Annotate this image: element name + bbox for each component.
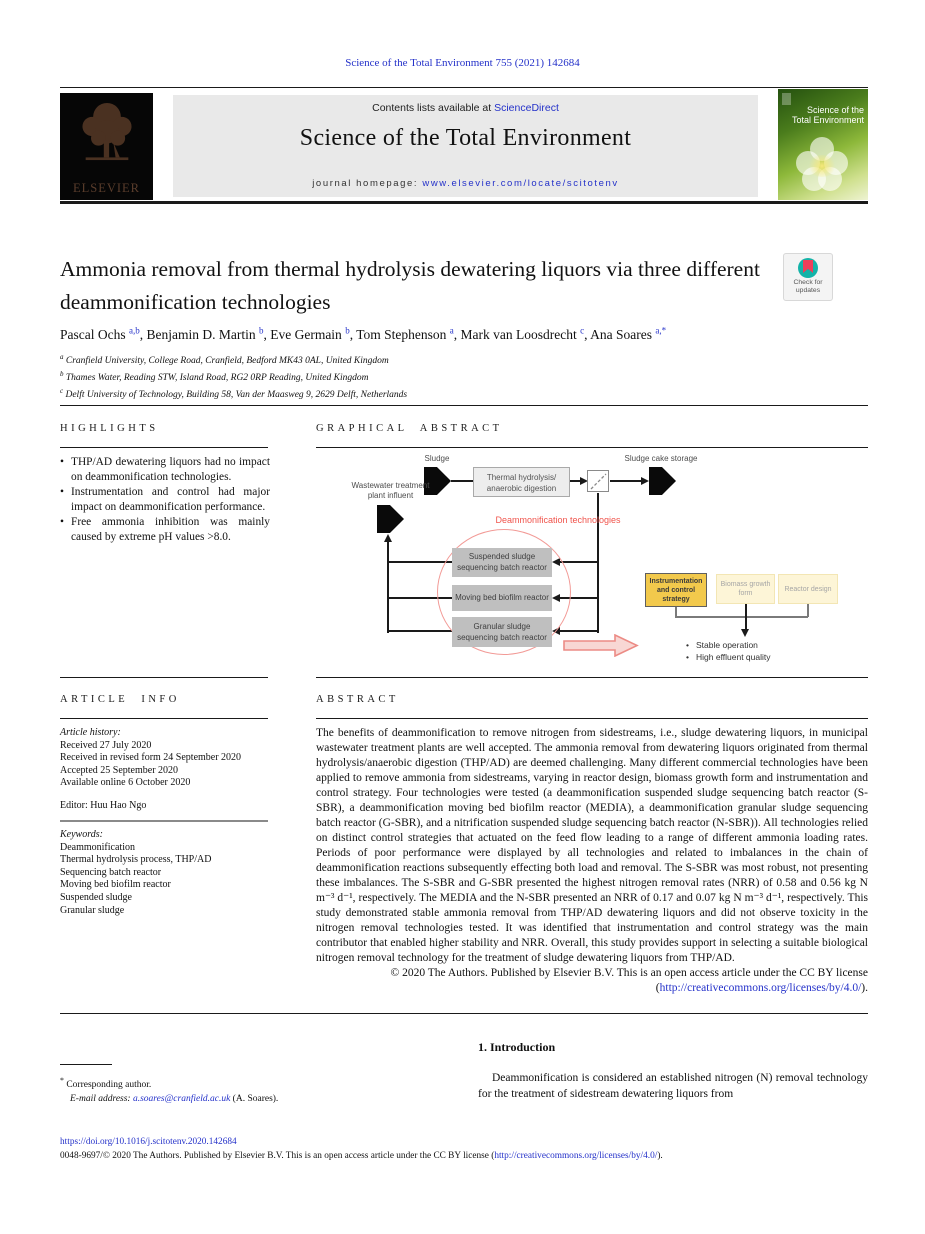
factor-connector xyxy=(675,616,808,618)
abstract-copyright: © 2020 The Authors. Published by Elsevier B.V. This is an open access article under the CC BY license (http://creativecommons.org/licenses/by/4.0/). xyxy=(390,967,868,994)
biomass-growth-box: Biomass growth form xyxy=(716,574,775,604)
splitter-box xyxy=(587,470,609,492)
journal-cover-thumbnail[interactable] xyxy=(778,89,868,200)
flow-line xyxy=(451,480,473,482)
keyword: Sequencing batch reactor xyxy=(60,866,162,878)
article-history xyxy=(60,727,270,790)
instrumentation-control-box: Instrumentation and control strategy xyxy=(645,573,707,607)
keyword: Moving bed biofilm reactor xyxy=(60,879,171,891)
deammonification-technologies-label: Deammonification technologies xyxy=(495,515,621,525)
cover-publisher-chip xyxy=(782,93,791,105)
arrowhead xyxy=(741,629,749,637)
author: Mark van Loosdrecht $^c$, xyxy=(460,325,591,342)
feed-line xyxy=(559,561,598,563)
sludge-label: Sludge xyxy=(424,454,450,463)
return-line xyxy=(388,630,452,632)
outcome-item: • High effluent quality xyxy=(686,651,771,663)
divider xyxy=(60,87,868,88)
homepage-label: journal homepage: xyxy=(312,178,423,189)
check-for-updates-label: Check for updates xyxy=(793,279,823,294)
keyword: Granular sludge xyxy=(60,904,125,916)
abstract-heading: ABSTRACT xyxy=(316,694,399,705)
page-footer xyxy=(60,1135,868,1163)
cover-flower-center xyxy=(807,155,837,177)
divider xyxy=(60,820,268,822)
abstract-text: The benefits of deammonification to remove nitrogen from sidestreams, i.e., sludge dewatering liquors, in municipal wastewater treatment plants are well accepted. The ammonia removal from dewatering liquors originated from thermal hydrolysis/anaerobic digestion (THP/AD) are deemed challenging. Many different commercial technologies have been applied to remove ammonia from sidestreams, varying in reactor design, biomass growth form and instrumentation and control strategy. Four technologies were tested (a deammonification suspended sludge sequencing batch reactor (S-SBR), a deammonification moving bed biofilm reactor (MEDIA), a deammonification granular sludge sequencing batch reactor (G-SBR), and a nitrification suspended sludge sequencing batch reactor (N-SBR)). All technologies relied on distinct control strategies that actuated on the feed flow leading to a range of different ammonia loading rates. Periods of poor performance were displayed by all technologies and related to imbalances in the chain of deammonification reactions subsequently effecting both load and removal. The S-SBR was most robust, not presenting these imbalances. The S-SBR and G-SBR presented the highest nitrogen removal rates (NRR) of 0.58 and 0.56 kg N m⁻³ d⁻¹, respectively. The MEDIA and the N-SBR presented an NRR of 0.17 and 0.07 kg N m⁻³ d⁻¹, respectively. This study demonstrated stable ammonia removal from THP/AD dewatering liquors and did not observe toxicity in the nitrogen removal technologies tested. It was identified that instrumentation and control strategy was the main contributor that enabled higher stability and NRR. Overall, this study provides support in selecting a suitable biological nitrogen removal technology for the treatment of sludge dewatering liquors from THP/AD. xyxy=(316,727,868,964)
author-affil-sup[interactable]: c xyxy=(580,325,585,335)
homepage-line xyxy=(173,178,758,189)
footnote-divider xyxy=(60,1064,112,1065)
introduction-heading: 1. Introduction xyxy=(478,1040,556,1054)
return-line xyxy=(387,541,389,633)
highlights-list xyxy=(60,455,270,545)
author: Eve Germain $^b$, xyxy=(270,325,357,342)
email-link[interactable]: a.soares@cranfield.ac.uk xyxy=(132,1094,231,1105)
author-name: Mark van Loosdrecht xyxy=(460,326,577,342)
affiliation: $^b$ Thames Water, Reading STW, Island Road, RG2 0RP Reading, United Kingdom xyxy=(60,370,369,384)
outcome-item: • Stable operation xyxy=(686,639,771,651)
author: Tom Stephenson $^a$, xyxy=(356,325,461,342)
contents-text: Contents lists available at xyxy=(372,102,495,114)
feed-line xyxy=(597,493,599,633)
outcome-list xyxy=(686,639,771,663)
affiliation-list xyxy=(60,351,860,402)
graphical-abstract-figure xyxy=(316,453,868,665)
moving-bed-biofilm-box: Moving bed biofilm reactor xyxy=(452,585,552,611)
editor-line: Editor: Huu Hao Ngo xyxy=(60,800,147,811)
bookmark-icon xyxy=(803,260,813,273)
crossmark-icon xyxy=(798,258,818,278)
author-affil-sup[interactable]: b xyxy=(345,325,350,335)
author-list xyxy=(60,325,860,343)
license-line: 0048-9697/© 2020 The Authors. Published by Elsevier B.V. This is an open access article under the CC BY license (http://creativecommons.org/licenses/by/4.0/). xyxy=(60,1151,663,1161)
highlights-heading: HIGHLIGHTS xyxy=(60,423,159,434)
keyword: Thermal hydrolysis process, THP/AD xyxy=(60,854,212,866)
return-line xyxy=(388,561,452,563)
keyword: Deammonification xyxy=(60,841,135,853)
flow-line xyxy=(610,480,641,482)
journal-header-band xyxy=(173,95,758,197)
divider xyxy=(316,677,868,678)
author: Pascal Ochs $^{a,b}$, xyxy=(60,325,147,342)
granular-sludge-sbr-box: Granular sludge sequencing batch reactor xyxy=(452,617,552,647)
homepage-link[interactable]: www.elsevier.com/locate/scitotenv xyxy=(422,178,619,189)
divider xyxy=(60,1013,868,1014)
history-label: Article history: xyxy=(60,727,121,738)
cc-by-link[interactable]: http://creativecommons.org/licenses/by/4.0/ xyxy=(659,982,862,994)
author-name: Benjamin D. Martin xyxy=(146,326,256,342)
introduction-paragraph: Deammonification is considered an established nitrogen (N) removal technology for the treatment of sidestream dewatering liquors from xyxy=(478,1072,868,1100)
author-affil-sup[interactable]: a xyxy=(449,325,454,335)
author-name: Pascal Ochs xyxy=(60,326,126,342)
footnote-marker: * xyxy=(60,1076,64,1085)
elsevier-wordmark: ELSEVIER xyxy=(72,181,141,195)
contents-line xyxy=(173,102,758,114)
article-title: Ammonia removal from thermal hydrolysis dewatering liquors via three different deammonification technologies xyxy=(60,257,760,314)
sludge-cake-label: Sludge cake storage xyxy=(624,454,698,463)
highlight-item: • Free ammonia inhibition was mainly caused by extreme pH values >8.0. xyxy=(60,515,270,545)
outcome-arrow-line xyxy=(745,604,747,629)
graphical-abstract-heading: GRAPHICAL ABSTRACT xyxy=(316,423,503,434)
divider xyxy=(316,718,868,719)
journal-citation[interactable]: Science of the Total Environment 755 (2021) 142684 xyxy=(345,57,580,69)
author-affil-sup[interactable]: b xyxy=(258,325,264,335)
history-line: Available online 6 October 2020 xyxy=(60,777,191,789)
divider xyxy=(316,447,868,448)
feed-line xyxy=(559,630,598,632)
history-line: Received in revised form 24 September 2020 xyxy=(60,752,242,764)
history-line: Accepted 25 September 2020 xyxy=(60,764,179,776)
journal-title: Science of the Total Environment xyxy=(299,125,632,151)
abstract-block xyxy=(316,726,868,996)
author: Benjamin D. Martin $^b$, xyxy=(146,325,271,342)
author-name: Eve Germain xyxy=(270,326,342,342)
affiliation: $^a$ Cranfield University, College Road, Cranfield, Bedford MK43 0AL, United Kingdom xyxy=(60,353,389,367)
highlight-item: • Instrumentation and control had major impact on deammonification performance. xyxy=(60,485,270,515)
elsevier-tree-icon xyxy=(75,99,139,171)
keyword: Suspended sludge xyxy=(60,891,132,903)
divider-thick xyxy=(60,201,868,204)
thermal-hydrolysis-box: Thermal hydrolysis/ anaerobic digestion xyxy=(473,467,570,497)
sludge-cake-arrow-shape xyxy=(649,467,676,495)
reactor-design-box: Reactor design xyxy=(778,574,838,604)
arrowhead xyxy=(641,477,649,485)
corresponding-author-footnote: * Corresponding author. E-mail address: a.soares@cranfield.ac.uk (A. Soares). xyxy=(60,1076,279,1105)
divider xyxy=(60,405,868,406)
author-name: Ana Soares xyxy=(590,326,652,342)
suspended-sludge-sbr-box: Suspended sludge sequencing batch reactor xyxy=(452,548,552,577)
keywords-block xyxy=(60,829,270,917)
license-link[interactable]: http://creativecommons.org/licenses/by/4.0/ xyxy=(494,1151,658,1161)
author-affil-sup[interactable]: a,* xyxy=(655,325,667,335)
sciencedirect-link[interactable]: ScienceDirect xyxy=(494,102,559,114)
author-name: Tom Stephenson xyxy=(356,326,447,342)
check-for-updates-badge[interactable] xyxy=(783,253,833,301)
divider xyxy=(60,718,268,719)
email-label: E-mail address: xyxy=(70,1094,133,1105)
author-affil-sup[interactable]: a,b xyxy=(128,325,140,335)
author xyxy=(590,327,666,342)
history-line: Received 27 July 2020 xyxy=(60,739,152,751)
wwtp-influent-label: Wastewater treatment plant influent xyxy=(351,481,430,500)
doi-link[interactable]: https://doi.org/10.1016/j.scitotenv.2020.142684 xyxy=(60,1137,237,1147)
keywords-label: Keywords: xyxy=(60,829,103,840)
wwtp-arrow-shape xyxy=(377,505,404,533)
divider xyxy=(60,447,268,448)
big-right-arrow xyxy=(563,634,639,657)
cover-title: Science of the Total Environment xyxy=(791,105,864,125)
highlight-item: • THP/AD dewatering liquors had no impact on deammonification technologies. xyxy=(60,455,270,485)
affiliation: $^c$ Delft University of Technology, Building 58, Van der Maasweg 9, 2629 Delft, Netherlands xyxy=(60,387,408,401)
divider xyxy=(60,677,268,678)
article-info-heading: ARTICLE INFO xyxy=(60,694,180,705)
elsevier-logo[interactable] xyxy=(60,93,153,200)
